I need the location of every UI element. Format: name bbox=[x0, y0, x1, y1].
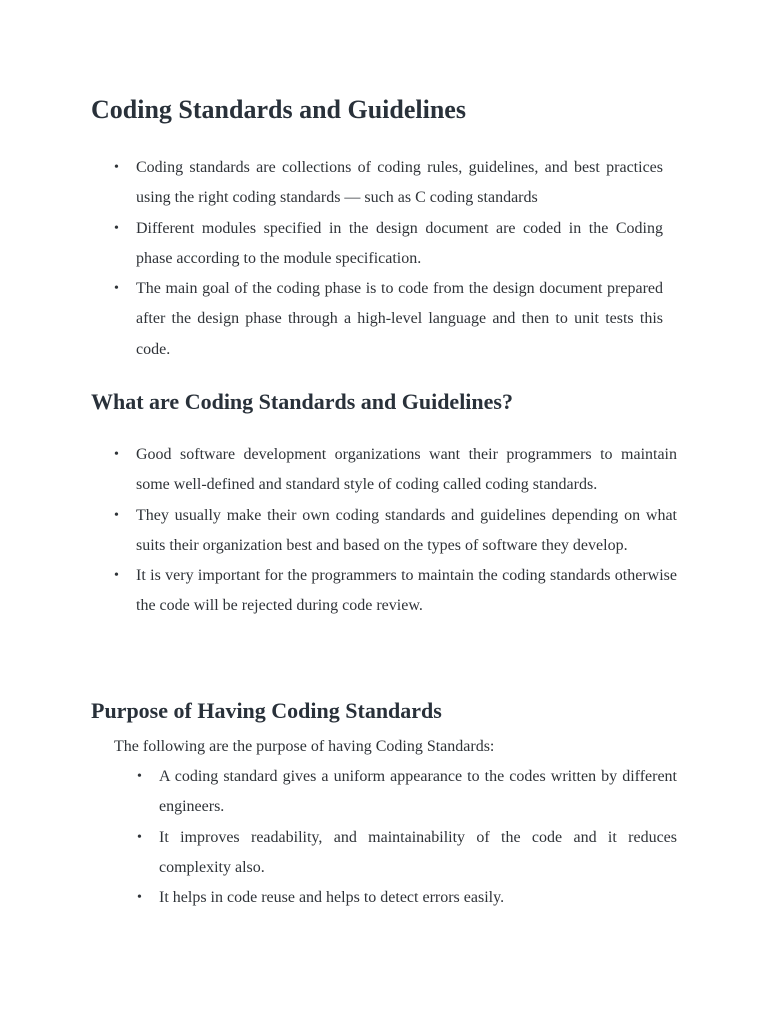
bullet-icon: • bbox=[137, 769, 142, 784]
list-item-text: Different modules specified in the design document are coded in the Coding phase according to the module specification. bbox=[136, 219, 663, 267]
list-item-text: They usually make their own coding standards and guidelines depending on what suits their organization best and based on the types of software they develop. bbox=[136, 506, 677, 554]
list-item-text: It is very important for the programmers to maintain the coding standards otherwise the code will be rejected during code review. bbox=[136, 567, 677, 615]
bullet-icon: • bbox=[114, 507, 119, 523]
intro-bullet-list bbox=[114, 153, 663, 365]
bullet-icon: • bbox=[114, 568, 119, 584]
list-item bbox=[114, 501, 677, 562]
bullet-icon: • bbox=[114, 160, 119, 175]
list-item bbox=[114, 274, 663, 365]
list-item-text: It helps in code reuse and helps to detect errors easily. bbox=[159, 889, 505, 907]
page-title: Coding Standards and Guidelines bbox=[91, 95, 466, 124]
list-item-text: The main goal of the coding phase is to code from the design document prepared after the design phase through a high-level language and then to unit tests this code. bbox=[136, 280, 663, 358]
list-item bbox=[114, 440, 677, 501]
bullet-icon: • bbox=[114, 220, 119, 236]
bullet-icon: • bbox=[114, 281, 119, 297]
list-item-text: Coding standards are collections of coding rules, guidelines, and best practices using the right coding standards — such as C coding standards bbox=[136, 159, 663, 207]
list-item bbox=[137, 883, 677, 913]
list-item bbox=[137, 762, 677, 823]
bullet-icon: • bbox=[137, 829, 142, 845]
list-item bbox=[114, 153, 663, 214]
section-heading-what-are: What are Coding Standards and Guidelines? bbox=[91, 389, 513, 414]
list-item bbox=[114, 561, 677, 622]
section-heading-purpose: Purpose of Having Coding Standards bbox=[91, 698, 442, 723]
bullet-icon: • bbox=[114, 447, 119, 462]
list-item bbox=[137, 823, 677, 884]
list-item-text: Good software development organizations want their programmers to maintain some well-defined and standard style of coding called coding standards. bbox=[136, 446, 677, 494]
list-item-text: A coding standard gives a uniform appearance to the codes written by different engineers. bbox=[159, 768, 677, 816]
section-intro-text: The following are the purpose of having Coding Standards: bbox=[114, 738, 495, 755]
purpose-bullet-list bbox=[137, 762, 677, 913]
what-are-bullet-list bbox=[114, 440, 677, 622]
list-item-text: It improves readability, and maintainability of the code and it reduces complexity also. bbox=[159, 828, 677, 876]
list-item bbox=[114, 214, 663, 275]
bullet-icon: • bbox=[137, 890, 142, 906]
